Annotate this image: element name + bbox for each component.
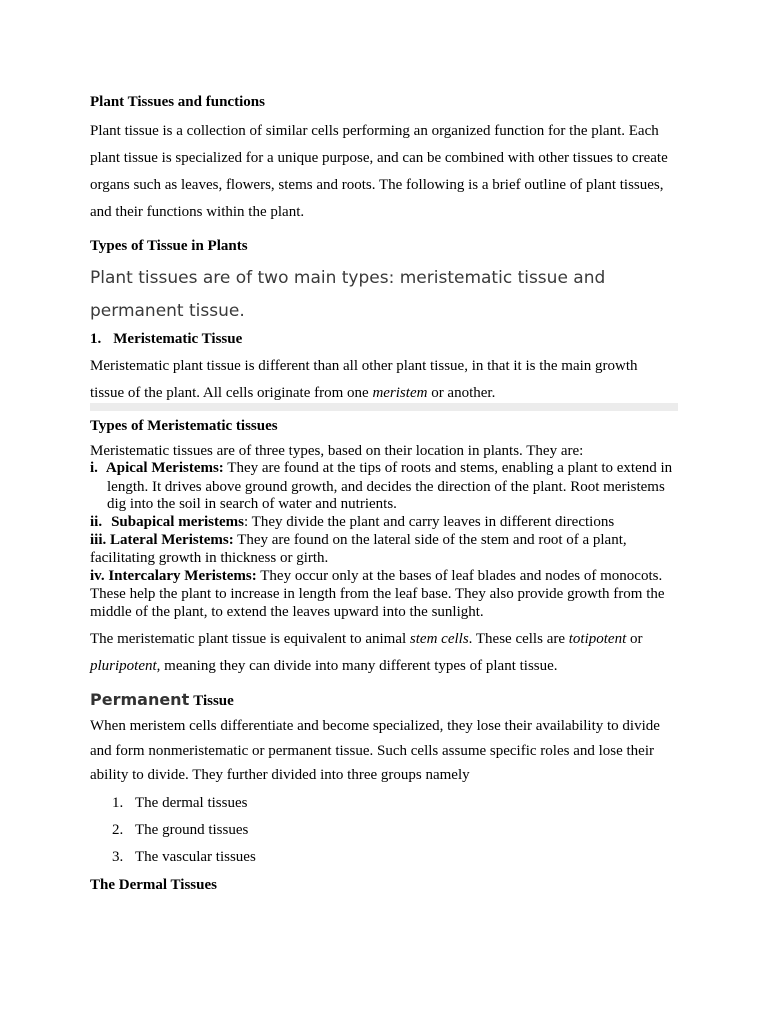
meristematic-line-2: [90, 385, 495, 402]
intercalary-text-1: They occur only at the bases of leaf blades and nodes of monocots.: [256, 568, 663, 584]
lateral-item-line-1: [90, 532, 627, 549]
meristematic-number: 1.: [90, 331, 102, 347]
lateral-item-line-2: facilitating growth in thickness or girth.: [90, 550, 329, 566]
apical-text-1: They are found at the tips of roots and stems, enabling a plant to extend in: [223, 460, 673, 476]
stem-cells-text-1: The meristematic plant tissue is equivalent to animal: [90, 631, 410, 647]
subapical-term: Subapical meristems: [111, 514, 245, 530]
apical-term: Apical Meristems:: [105, 460, 224, 476]
list-item: [112, 849, 256, 866]
horizontal-divider: [90, 403, 678, 411]
intro-line-2: plant tissue is specialized for a unique purpose, and can be combined with other tissues to create: [90, 150, 668, 166]
permanent-line-2: and form nonmeristematic or permanent tissue. Such cells assume specific roles and lose their: [90, 743, 655, 759]
meristematic-title: Meristematic Tissue: [113, 331, 243, 347]
list-item-label: The vascular tissues: [135, 849, 256, 865]
intro-line-4: and their functions within the plant.: [90, 204, 305, 220]
meristematic-line-2-text: tissue of the plant. All cells originate from one: [90, 385, 373, 401]
intro-line-1: Plant tissue is a collection of similar cells performing an organized function for the plant. Each: [90, 123, 659, 139]
types-meristematic-intro: Meristematic tissues are of three types, based on their location in plants. They are:: [90, 443, 584, 459]
types-heading: Types of Tissue in Plants: [90, 238, 248, 254]
intercalary-term: iv. Intercalary Meristems:: [90, 568, 257, 584]
lateral-term: iii. Lateral Meristems:: [90, 532, 234, 548]
lead-line-1: Plant tissues are of two main types: meristematic tissue and: [90, 268, 606, 288]
list-item-label: The dermal tissues: [135, 795, 248, 811]
apical-item-line-2: length. It drives above ground growth, and decides the direction of the plant. Root meristems: [107, 479, 665, 495]
totipotent-term: totipotent: [568, 631, 627, 647]
subapical-text: : They divide the plant and carry leaves in different directions: [244, 514, 615, 530]
permanent-line-3: ability to divide. They further divided into three groups namely: [90, 767, 470, 783]
stem-cells-line-2: [90, 658, 558, 675]
meristematic-heading: [90, 331, 242, 348]
apical-item-line-3: dig into the soil in search of water and nutrients.: [107, 496, 397, 512]
subapical-number: ii.: [90, 514, 103, 530]
lead-line-2: permanent tissue.: [90, 301, 245, 321]
stem-cells-line-1: [90, 631, 643, 648]
permanent-heading-tissue: Tissue: [193, 693, 234, 709]
permanent-heading-word: Permanent: [90, 690, 190, 709]
list-item: [112, 822, 248, 839]
types-meristematic-heading: Types of Meristematic tissues: [90, 418, 278, 434]
stem-cells-text-4: , meaning they can divide into many different types of plant tissue.: [156, 658, 558, 674]
pluripotent-term: pluripotent: [90, 658, 157, 674]
lateral-text-1: They are found on the lateral side of the stem and root of a plant,: [233, 532, 627, 548]
subapical-item: [90, 514, 614, 531]
stem-cells-text-2: . These cells are: [468, 631, 569, 647]
list-item-number: 3.: [112, 849, 124, 865]
list-item: [112, 795, 247, 812]
intercalary-item-line-3: middle of the plant, to extend the leaves upward into the sunlight.: [90, 604, 484, 620]
permanent-heading: [90, 690, 234, 710]
apical-item-line-1: [90, 460, 672, 477]
permanent-line-1: When meristem cells differentiate and become specialized, they lose their availability to divide: [90, 718, 660, 734]
apical-number: i.: [90, 460, 98, 476]
dermal-heading: The Dermal Tissues: [90, 877, 217, 893]
stem-cells-text-3: or: [626, 631, 643, 647]
list-item-number: 1.: [112, 795, 124, 811]
meristematic-line-1: Meristematic plant tissue is different than all other plant tissue, in that it is the main growth: [90, 358, 638, 374]
list-item-label: The ground tissues: [135, 822, 249, 838]
list-item-number: 2.: [112, 822, 124, 838]
meristem-term: meristem: [372, 385, 428, 401]
intercalary-item-line-1: [90, 568, 662, 585]
intercalary-item-line-2: These help the plant to increase in length from the leaf base. They also provide growth from the: [90, 586, 665, 602]
stem-cells-term: stem cells: [409, 631, 469, 647]
meristematic-line-2-end: or another.: [427, 385, 496, 401]
intro-line-3: organs such as leaves, flowers, stems and roots. The following is a brief outline of plant tissues,: [90, 177, 664, 193]
document-title: Plant Tissues and functions: [90, 94, 265, 110]
